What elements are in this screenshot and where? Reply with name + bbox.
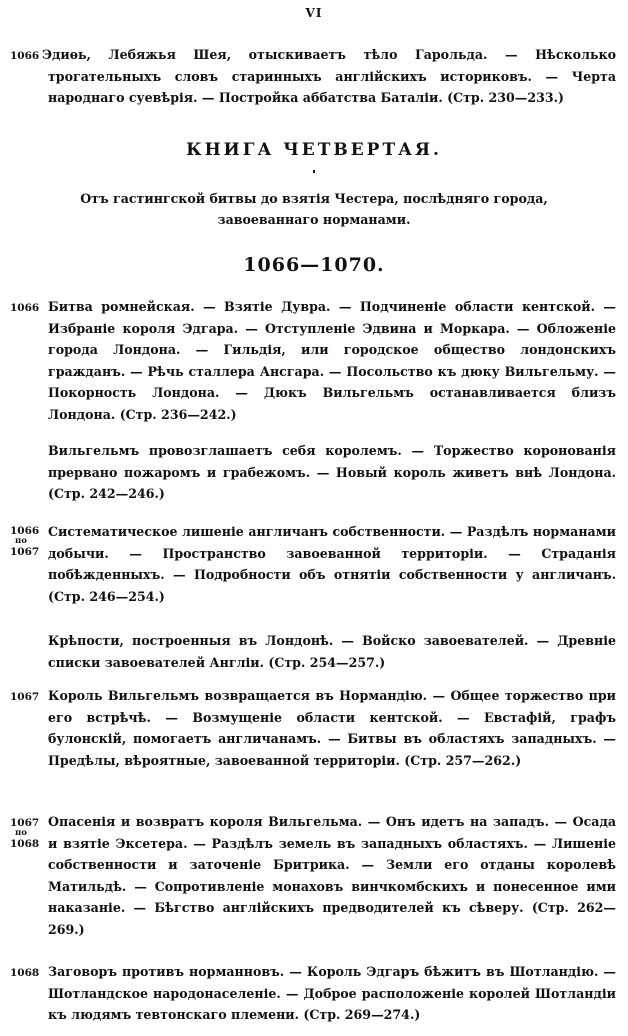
entry-year	[10, 817, 46, 850]
decorative-tick	[313, 170, 315, 173]
toc-entry: Опасенія и возвратъ короля Вильгельма. — Онъ идетъ на западъ. — Осада и взятіе Эксетера. — Раздѣлъ земель въ западныхъ областяхъ. — Лишеніе собственности и заточеніе Бритрика. — Земли его отданы королевѣ Матильдѣ. — Сопротивленіе монаховъ винчкомбскихъ и понесенное ими наказаніе. — Бѣгство англійскихъ предводителей къ сѣверу. (Стр. 262—269.)	[48, 814, 616, 937]
year-from: 1066	[10, 50, 40, 62]
page-number: VI	[305, 6, 323, 20]
toc-entry: Король Вильгельмъ возвращается въ Нормандію. — Общее торжество при его встрѣчѣ. — Возмущеніе области кентской. — Евстафій, графъ булонскій, помогаетъ англичанамъ. — Битвы въ областяхъ западныхъ. — Предѣлы, вѣроятные, завоеванной территоріи. (Стр. 257—262.)	[48, 688, 616, 768]
year-from: 1066	[10, 302, 40, 314]
entry-year	[10, 525, 46, 558]
year-po: по	[15, 536, 27, 546]
year-to: 1067	[10, 546, 40, 558]
entry-year	[10, 50, 46, 62]
book-title: КНИГА ЧЕТВЕРТАЯ.	[186, 140, 442, 160]
toc-entry: Систематическое лишеніе англичанъ собственности. — Раздѣлъ норманами добычи. — Пространство завоеванной территоріи. — Страданія побѣжденныхъ. — Подробности объ отнятіи собственности у англичанъ. (Стр. 246—254.)	[48, 524, 616, 604]
year-from: 1068	[10, 967, 40, 979]
toc-entry: Вильгельмъ провозглашаетъ себя королемъ. — Торжество коронованія прервано пожаромъ и грабежомъ. — Новый король живетъ внѣ Лондона. (Стр. 242—246.)	[48, 443, 616, 501]
year-from: 1066	[10, 525, 40, 537]
toc-entry: Заговоръ противъ норманновъ. — Король Эдгаръ бѣжитъ въ Шотландію. — Шотландское народонаселеніе. — Доброе расположеніе королей Шотландіи къ людямъ тевтонскаго племени. (Стр. 269—274.)	[48, 964, 616, 1022]
toc-entry: Битва ромнейская. — Взятіе Дувра. — Подчиненіе области кентской. — Избраніе короля Эдгара. — Отступленіе Эдвина и Моркара. — Обложеніе города Лондона. — Гильдія, или городское общество лондонскихъ гражданъ. — Рѣчь сталлера Ансгара. — Посольство къ дюку Вильгельму. — Покорность Лондона. — Дюкъ Вильгельмъ останавливается близъ Лондона. (Стр. 236—242.)	[48, 299, 616, 422]
year-po: по	[15, 828, 27, 838]
entry-year	[10, 302, 46, 314]
toc-entry: Крѣпости, построенныя въ Лондонѣ. — Войско завоевателей. — Древніе списки завоевателей Англіи. (Стр. 254—257.)	[48, 633, 616, 670]
intro-entry-text: Эдиѳь, Лебяжья Шея, отыскиваетъ тѣло Гарольда. — Нѣсколько трогательныхъ словъ старинныхъ англійскихъ историковъ. — Черта народнаго суевѣрія. — Постройка аббатства Баталіи. (Стр. 230—233.)	[42, 47, 616, 105]
year-from: 1067	[10, 817, 40, 829]
years-range: 1066—1070.	[243, 254, 385, 276]
entry-year	[10, 691, 46, 703]
year-from: 1067	[10, 691, 40, 703]
book-subtitle: Отъ гастингской битвы до взятія Честера, послѣдняго города, завоеваннаго норманами.	[80, 191, 548, 227]
year-to: 1068	[10, 838, 40, 850]
entry-year	[10, 967, 46, 979]
